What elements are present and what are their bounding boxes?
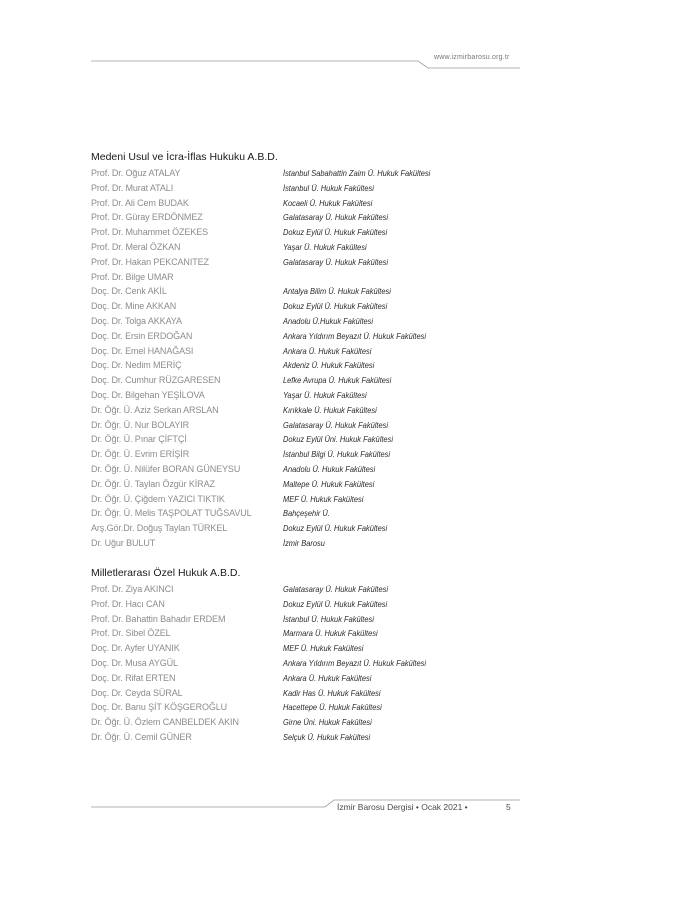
member-affiliation: Anadolu Ü.Hukuk Fakültesi [283,315,374,326]
member-name: Prof. Dr. Bahattin Bahadır ERDEM [91,613,226,624]
member-name: Prof. Dr. Murat ATALI [91,182,174,193]
member-name: Dr. Öğr. Ü. Evrim ERİŞİR [91,449,190,460]
member-affiliation: MEF Ü. Hukuk Fakültesi [283,643,364,654]
member-row [91,255,447,270]
member-name: Prof. Dr. Bilge UMAR [91,271,174,282]
site-url: www.izmirbarosu.org.tr [434,54,510,61]
member-row [91,329,447,344]
member-affiliation: Akdeniz Ü. Hukuk Fakültesi [283,360,375,371]
member-row [91,626,442,641]
member-name: Doç. Dr. Mine AKKAN [91,301,177,312]
member-row [91,403,447,418]
member-row [91,181,447,196]
member-affiliation: Selçuk Ü. Hukuk Fakültesi [283,731,371,742]
member-affiliation: İstanbul Sabahattin Zaim Ü. Hukuk Fakültesi [283,168,431,178]
member-name: Doç. Dr. Musa AYGÜL [91,657,178,668]
member-affiliation: Anadolu Ü. Hukuk Fakültesi [283,463,376,474]
member-row [91,418,447,433]
member-affiliation: MEF Ü. Hukuk Fakültesi [283,493,364,504]
member-row [91,686,442,701]
member-name: Dr. Öğr. Ü. Çiğdem YAZICI TIKTIK [91,493,225,504]
member-name: Doç. Dr. Bilgehan YEŞİLOVA [91,389,205,400]
member-affiliation: Yaşar Ü. Hukuk Fakültesi [283,389,367,400]
member-name: Doç. Dr. Tolga AKKAYA [91,315,182,326]
member-affiliation: İstanbul Ü. Hukuk Fakültesi [283,613,374,624]
member-row [91,358,447,373]
member-row [91,240,447,255]
member-row [91,582,442,597]
member-affiliation: Ankara Yıldırım Beyazıt Ü. Hukuk Fakültesi [283,330,427,341]
member-row [91,506,447,521]
member-name: Prof. Dr. Sibel ÖZEL [91,628,171,639]
member-row [91,270,447,285]
member-row [91,671,442,686]
member-row [91,284,447,299]
member-name: Dr. Öğr. Ü. Pınar ÇİFTÇİ [91,434,187,445]
member-affiliation: Kırıkkale Ü. Hukuk Fakültesi [283,404,377,415]
member-affiliation: Maltepe Ü. Hukuk Fakültesi [283,478,375,489]
member-affiliation: Marmara Ü. Hukuk Fakültesi [283,628,378,639]
member-affiliation: İzmir Barosu [283,537,325,548]
member-row [91,641,442,656]
member-affiliation: Kadir Has Ü. Hukuk Fakültesi [283,687,381,698]
member-affiliation: Dokuz Eylül Ü. Hukuk Fakültesi [283,227,388,238]
member-name: Prof. Dr. Ali Cem BUDAK [91,197,189,208]
member-affiliation: İstanbul Ü. Hukuk Fakültesi [283,182,374,193]
member-row [91,715,442,730]
member-name: Prof. Dr. Ziya AKINCI [91,584,174,594]
section-medeni-usul [91,150,447,551]
member-affiliation: Ankara Ü. Hukuk Fakültesi [283,345,372,356]
member-row [91,344,447,359]
member-affiliation: Galatasaray Ü. Hukuk Fakültesi [283,584,389,594]
member-row [91,225,447,240]
member-row [91,210,447,225]
member-name: Dr. Öğr. Ü. Aziz Serkan ARSLAN [91,404,219,415]
member-name: Dr. Uğur BULUT [91,537,156,548]
section-title: Milletlerarası Özel Hukuk A.B.D. [91,567,241,579]
member-affiliation: Dokuz Eylül Ü. Hukuk Fakültesi [283,598,388,609]
member-row [91,656,442,671]
member-row [91,388,447,403]
member-name: Doç. Dr. Banu ŞİT KÖŞGEROĞLU [91,702,228,713]
member-affiliation: Lefke Avrupa Ü. Hukuk Fakültesi [283,375,392,386]
member-name: Doç. Dr. Cumhur RÜZGARESEN [91,375,221,386]
member-affiliation: Dokuz Eylül Üni. Hukuk Fakültesi [283,434,393,445]
member-row [91,492,447,507]
member-affiliation: Galatasaray Ü. Hukuk Fakültesi [283,419,389,430]
member-name: Prof. Dr. Hacı CAN [91,598,165,609]
section-milletlerarasi-ozel [91,566,442,745]
member-row [91,447,447,462]
member-list [91,166,447,551]
member-row [91,612,442,627]
member-name: Prof. Dr. Oğuz ATALAY [91,168,181,178]
member-affiliation: Dokuz Eylül Ü. Hukuk Fakültesi [283,523,388,534]
member-name: Doç. Dr. Emel HANAĞASI [91,345,194,356]
member-row [91,462,447,477]
member-affiliation: Kocaeli Ü. Hukuk Fakültesi [283,197,373,208]
member-name: Doç. Dr. Nedim MERİÇ [91,360,182,371]
member-affiliation: Antalya Bilim Ü. Hukuk Fakültesi [283,286,391,297]
member-name: Dr. Öğr. Ü. Nilüfer BORAN GÜNEYSU [91,463,241,474]
member-name: Dr. Öğr. Ü. Özlem CANBELDEK AKIN [91,717,239,728]
section-title: Medeni Usul ve İcra-İflas Hukuku A.B.D. [91,151,278,163]
member-name: Doç. Dr. Cenk AKİL [91,286,167,297]
member-name: Prof. Dr. Güray ERDÖNMEZ [91,212,203,223]
member-row [91,432,447,447]
member-name: Dr. Öğr. Ü. Melis TAŞPOLAT TUĞSAVUL [91,508,252,519]
member-affiliation: İstanbul Bilgi Ü. Hukuk Fakültesi [283,449,391,460]
member-name: Dr. Öğr. Ü. Taylan Özgür KİRAZ [91,478,215,489]
member-affiliation: Galatasaray Ü. Hukuk Fakültesi [283,212,389,223]
member-name: Doç. Dr. Ceyda SÜRAL [91,687,183,698]
member-row [91,314,447,329]
member-affiliation: Galatasaray Ü. Hukuk Fakültesi [283,256,389,267]
member-affiliation: Bahçeşehir Ü. [283,508,330,519]
member-name: Doç. Dr. Rifat ERTEN [91,672,176,683]
member-row [91,166,447,181]
member-affiliation: Hacettepe Ü. Hukuk Fakültesi [283,702,382,713]
member-name: Dr. Öğr. Ü. Nur BOLAYIR [91,419,190,430]
page-number: 5 [506,802,511,812]
member-row [91,196,447,211]
member-name: Doç. Dr. Ayfer UYANIK [91,643,180,654]
member-affiliation: Girne Üni. Hukuk Fakültesi [283,717,372,728]
member-affiliation: Dokuz Eylül Ü. Hukuk Fakültesi [283,301,388,312]
member-row [91,730,442,745]
member-name: Arş.Gör.Dr. Doğuş Taylan TÜRKEL [91,523,228,534]
member-list [91,582,442,745]
member-row [91,536,447,551]
member-row [91,521,447,536]
member-row [91,477,447,492]
member-row [91,700,442,715]
member-name: Prof. Dr. Hakan PEKCANITEZ [91,256,209,267]
member-name: Doç. Dr. Ersin ERDOĞAN [91,330,193,341]
member-affiliation: Ankara Yıldırım Beyazıt Ü. Hukuk Fakültesi [283,657,427,668]
member-row [91,373,447,388]
member-affiliation: Ankara Ü. Hukuk Fakültesi [283,672,372,683]
member-affiliation: Yaşar Ü. Hukuk Fakültesi [283,241,367,252]
member-row [91,597,442,612]
member-name: Prof. Dr. Muhammet ÖZEKES [91,227,209,238]
member-row [91,299,447,314]
footer-journal-title: İzmir Barosu Dergisi • Ocak 2021 • [337,802,468,812]
member-name: Prof. Dr. Meral ÖZKAN [91,241,181,252]
member-name: Dr. Öğr. Ü. Cemil GÜNER [91,731,192,742]
